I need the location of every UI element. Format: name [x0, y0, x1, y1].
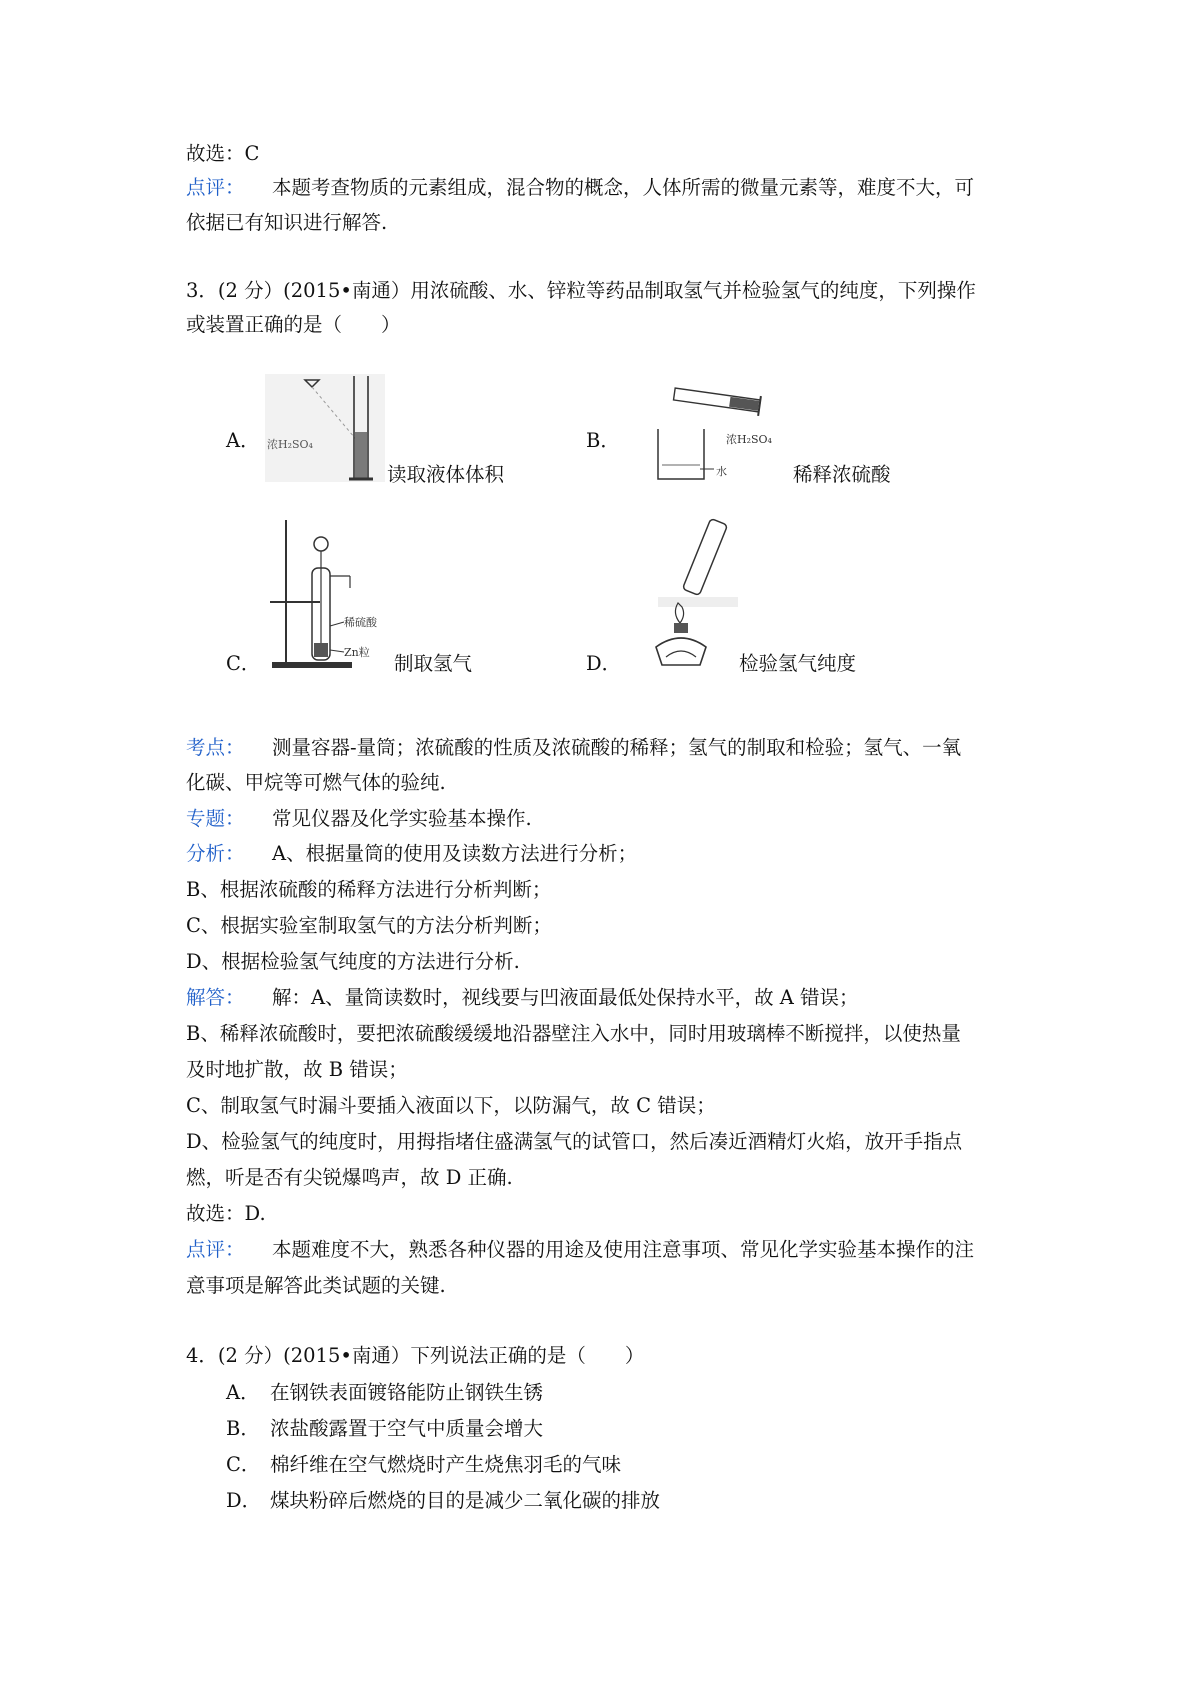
zhuanti-text: 常见仪器及化学实验基本操作. [272, 807, 532, 830]
q3-option-a-letter: A． [226, 429, 260, 452]
fenxi-label: 分析： [186, 842, 245, 865]
kaodian-line1: 测量容器-量筒；浓硫酸的性质及浓硫酸的稀释；氢气的制取和检验；氢气、一氧 [272, 736, 962, 759]
prev-comment-line2: 依据已有知识进行解答. [186, 211, 388, 234]
q4-option-a [226, 1380, 543, 1406]
q3-comment [186, 1237, 974, 1263]
q3-option-b-letter: B． [586, 429, 620, 452]
q4-option-c [226, 1452, 621, 1478]
fig-b-label1: 浓H₂SO₄ [726, 433, 772, 446]
q4-option-b-text: 浓盐酸露置于空气中质量会增大 [270, 1417, 544, 1440]
fenxi-line2: B、根据浓硫酸的稀释方法进行分析判断； [186, 878, 552, 901]
fig-b-label2: 水 [716, 465, 727, 478]
q4-option-a-letter: A． [226, 1381, 260, 1404]
fenxi-line4: D、根据检验氢气纯度的方法进行分析. [186, 950, 520, 973]
graduated-cylinder-figure [265, 374, 390, 486]
jieda-line2: B、稀释浓硫酸时，要把浓硫酸缓缓地沿器壁注入水中，同时用玻璃棒不断搅拌，以使热量 [186, 1022, 961, 1045]
jieda-line3: 及时地扩散，故 B 错误； [186, 1058, 408, 1081]
q4-option-d-letter: D． [226, 1489, 262, 1512]
q3-zhuanti [186, 806, 532, 832]
q4-option-a-text: 在钢铁表面镀铬能防止钢铁生锈 [270, 1381, 544, 1404]
q4-option-c-text: 棉纤维在空气燃烧时产生烧焦羽毛的气味 [270, 1453, 622, 1476]
q3-option-c-caption: 制取氢气 [394, 652, 473, 675]
fig-a-label: 浓H₂SO₄ [267, 438, 313, 451]
q3-option-b-caption: 稀释浓硫酸 [793, 463, 891, 486]
purity-test-figure [650, 517, 750, 669]
kaodian-line2: 化碳、甲烷等可燃气体的验纯. [186, 771, 446, 794]
q3-stem-line2: 或装置正确的是（ ） [186, 313, 401, 336]
fig-c-label1: 稀硫酸 [344, 616, 377, 629]
fenxi-line1: A、根据量筒的使用及读数方法进行分析； [272, 842, 638, 865]
prev-comment [186, 175, 974, 201]
jieda-line1: 解：A、量筒读数时，视线要与凹液面最低处保持水平，故 A 错误； [272, 986, 859, 1009]
prev-comment-line1: 本题考查物质的元素组成，混合物的概念，人体所需的微量元素等，难度不大，可 [272, 176, 975, 199]
prev-answer: 故选：C [186, 142, 260, 165]
q3-stem-line1: 3．(2 分）(2015•南通）用浓硫酸、水、锌粒等药品制取氢气并检验氢气的纯度，下列操作 [186, 279, 976, 302]
q4-option-b [226, 1416, 543, 1442]
jieda-label: 解答： [186, 986, 245, 1009]
q3-kaodian [186, 735, 961, 761]
q3-option-d-letter: D． [586, 652, 622, 675]
q3-comment-line1: 本题难度不大，熟悉各种仪器的用途及使用注意事项、常见化学实验基本操作的注 [272, 1238, 975, 1261]
jieda-line4: C、制取氢气时漏斗要插入液面以下，以防漏气，故 C 错误； [186, 1094, 716, 1117]
jieda-line6: 燃，听是否有尖锐爆鸣声，故 D 正确. [186, 1166, 513, 1189]
q4-option-c-letter: C． [226, 1453, 261, 1476]
q4-option-d-text: 煤块粉碎后燃烧的目的是减少二氧化碳的排放 [270, 1489, 661, 1512]
zhuanti-label: 专题： [186, 807, 245, 830]
fig-c-label2: Zn粒 [344, 646, 370, 659]
q3-jieda [186, 985, 859, 1011]
q3-answer: 故选：D. [186, 1202, 266, 1225]
q3-comment-line2: 意事项是解答此类试题的关键. [186, 1274, 446, 1297]
comment-label: 点评： [186, 1238, 245, 1261]
q3-option-a-caption: 读取液体体积 [387, 463, 505, 486]
q4-option-b-letter: B． [226, 1417, 260, 1440]
jieda-line5: D、检验氢气的纯度时，用拇指堵住盛满氢气的试管口，然后凑近酒精灯火焰，放开手指点 [186, 1130, 963, 1153]
q3-fenxi [186, 841, 637, 867]
kaodian-label: 考点： [186, 736, 245, 759]
q3-option-d-caption: 检验氢气纯度 [739, 652, 857, 675]
dilution-figure [650, 385, 790, 485]
q4-option-d [226, 1488, 660, 1514]
fenxi-line3: C、根据实验室制取氢气的方法分析判断； [186, 914, 552, 937]
q3-option-c-letter: C． [226, 652, 261, 675]
q4-stem: 4．(2 分）(2015•南通）下列说法正确的是（ ） [186, 1344, 645, 1367]
comment-label: 点评： [186, 176, 245, 199]
hydrogen-apparatus-figure [268, 518, 393, 670]
